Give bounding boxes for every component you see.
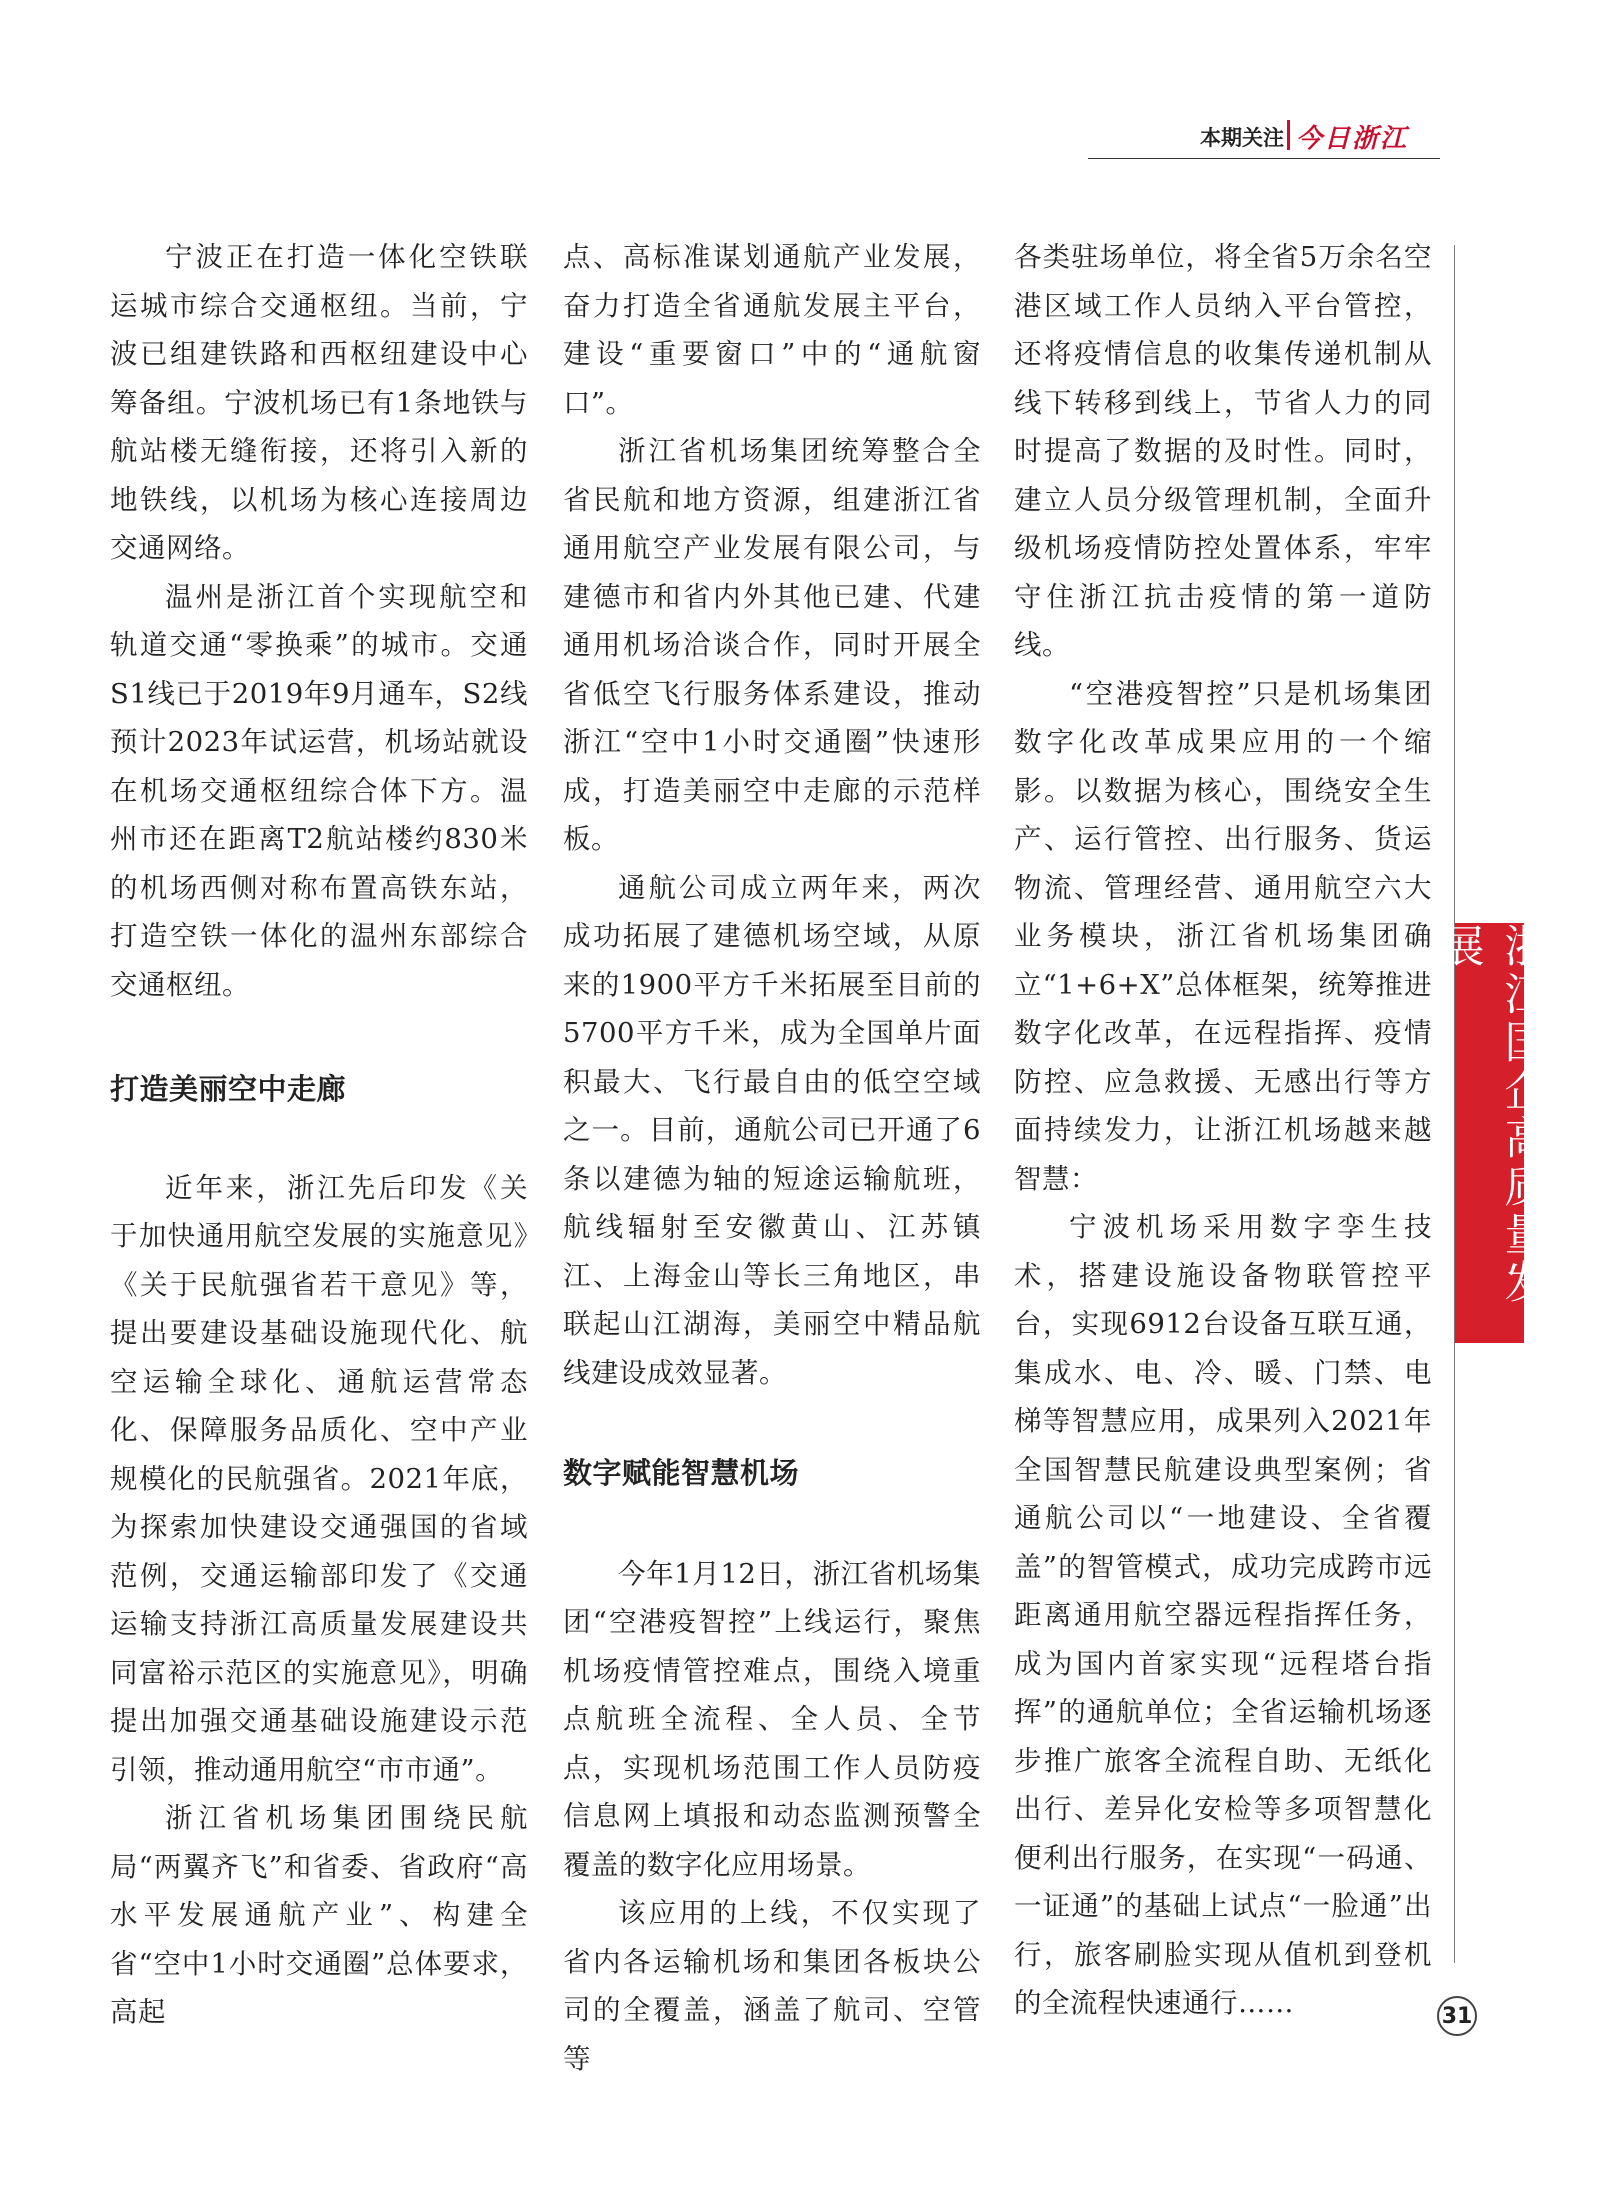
article-column-1 bbox=[110, 233, 528, 2037]
paragraph-continued: 点、高标准谋划通航产业发展，奋力打造全省通航发展主平台，建设“重要窗口”中的“通航窗口”。 bbox=[563, 241, 981, 419]
article-column-2 bbox=[563, 233, 981, 2083]
section-heading: 打造美丽空中走廊 bbox=[110, 1072, 347, 1106]
paragraph: 浙江省机场集团围绕民航局“两翼齐飞”和省委、省政府“高水平发展通航产业”、构建全省“空中1小时交通圈”总体要求，高起 bbox=[110, 1802, 528, 2028]
side-tab-label: 浙江国企高质量发展 bbox=[1432, 923, 1548, 1307]
paragraph: 近年来，浙江先后印发《关于加快通用航空发展的实施意见》《关于民航强省若干意见》等，提出要建设基础设施现代化、航空运输全球化、通航运营常态化、保障服务品质化、空中产业规模化的民航强省。2021年底，为探索加快建设交通强国的省域范例，交通运输部印发了《交通运输支持浙江高质量发展建设共同富裕示范区的实施意见》，明确提出加强交通基础设施建设示范引领，推动通用航空“市市通”。 bbox=[110, 1171, 528, 1786]
paragraph: 宁波正在打造一体化空铁联运城市综合交通枢纽。当前，宁波已组建铁路和西枢纽建设中心筹备组。宁波机场已有1条地铁与航站楼无缝衔接，还将引入新的地铁线，以机场为核心连接周边交通网络。 bbox=[110, 241, 528, 564]
section-heading: 数字赋能智慧机场 bbox=[563, 1456, 800, 1490]
section-side-tab bbox=[1432, 923, 1548, 1343]
paragraph: 该应用的上线，不仅实现了省内各运输机场和集团各板块公司的全覆盖，涵盖了航司、空管等 bbox=[563, 1897, 981, 2075]
header-divider bbox=[1287, 120, 1290, 150]
paragraph: 浙江省机场集团统筹整合全省民航和地方资源，组建浙江省通用航空产业发展有限公司，与建德市和省内外其他已建、代建通用机场洽谈合作，同时开展全省低空飞行服务体系建设，推动浙江“空中1小时交通圈”快速形成，打造美丽空中走廊的示范样板。 bbox=[563, 435, 981, 855]
running-header bbox=[1088, 118, 1440, 159]
paragraph: 今年1月12日，浙江省机场集团“空港疫智控”上线运行，聚焦机场疫情管控难点，围绕入境重点航班全流程、全人员、全节点，实现机场范围工作人员防疫信息网上填报和动态监测预警全覆盖的数字化应用场景。 bbox=[563, 1557, 981, 1881]
page-number: 31 bbox=[1437, 1996, 1477, 2036]
article-column-3 bbox=[1014, 233, 1432, 2028]
paragraph: 通航公司成立两年来，两次成功拓展了建德机场空域，从原来的1900平方千米拓展至目前的5700平方千米，成为全国单片面积最大、飞行最自由的低空空域之一。目前，通航公司已开通了6条以建德为轴的短途运输航班，航线辐射至安徽黄山、江苏镇江、上海金山等长三角地区，串联起山江湖海，美丽空中精品航线建设成效显著。 bbox=[563, 871, 981, 1389]
paragraph-continued: 各类驻场单位，将全省5万余名空港区域工作人员纳入平台管控，还将疫情信息的收集传递机制从线下转移到线上，节省人力的同时提高了数据的及时性。同时，建立人员分级管理机制，全面升级机场疫情防控处置体系，牢牢守住浙江抗击疫情的第一道防线。 bbox=[1014, 241, 1432, 661]
section-label: 本期关注 bbox=[1200, 126, 1284, 150]
paragraph: “空港疫智控”只是机场集团数字化改革成果应用的一个缩影。以数据为核心，围绕安全生产、运行管控、出行服务、货运物流、管理经营、通用航空六大业务模块，浙江省机场集团确立“1+6+X”总体框架，统筹推进数字化改革，在远程指挥、疫情防控、应急救援、无感出行等方面持续发力，让浙江机场越来越智慧： bbox=[1014, 677, 1432, 1195]
paragraph: 宁波机场采用数字孪生技术，搭建设施设备物联管控平台，实现6912台设备互联互通，集成水、电、冷、暖、门禁、电梯等智慧应用，成果列入2021年全国智慧民航建设典型案例；省通航公司以“一地建设、全省覆盖”的智管模式，成功完成跨市远距离通用航空器远程指挥任务，成为国内首家实现“远程塔台指挥”的通航单位；全省运输机场逐步推广旅客全流程自助、无纸化出行、差异化安检等多项智慧化便利出行服务，在实现“一码通、一证通”的基础上试点“一脸通”出行，旅客刷脸实现从值机到登机的全流程快速通行…… bbox=[1014, 1211, 1432, 2019]
magazine-logo: 今日浙江 bbox=[1296, 124, 1409, 154]
paragraph: 温州是浙江首个实现航空和轨道交通“零换乘”的城市。交通S1线已于2019年9月通车，S2线预计2023年试运营，机场站就设在机场交通枢纽综合体下方。温州市还在距离T2航站楼约830米的机场西侧对称布置高铁东站，打造空铁一体化的温州东部综合交通枢纽。 bbox=[110, 580, 528, 1001]
